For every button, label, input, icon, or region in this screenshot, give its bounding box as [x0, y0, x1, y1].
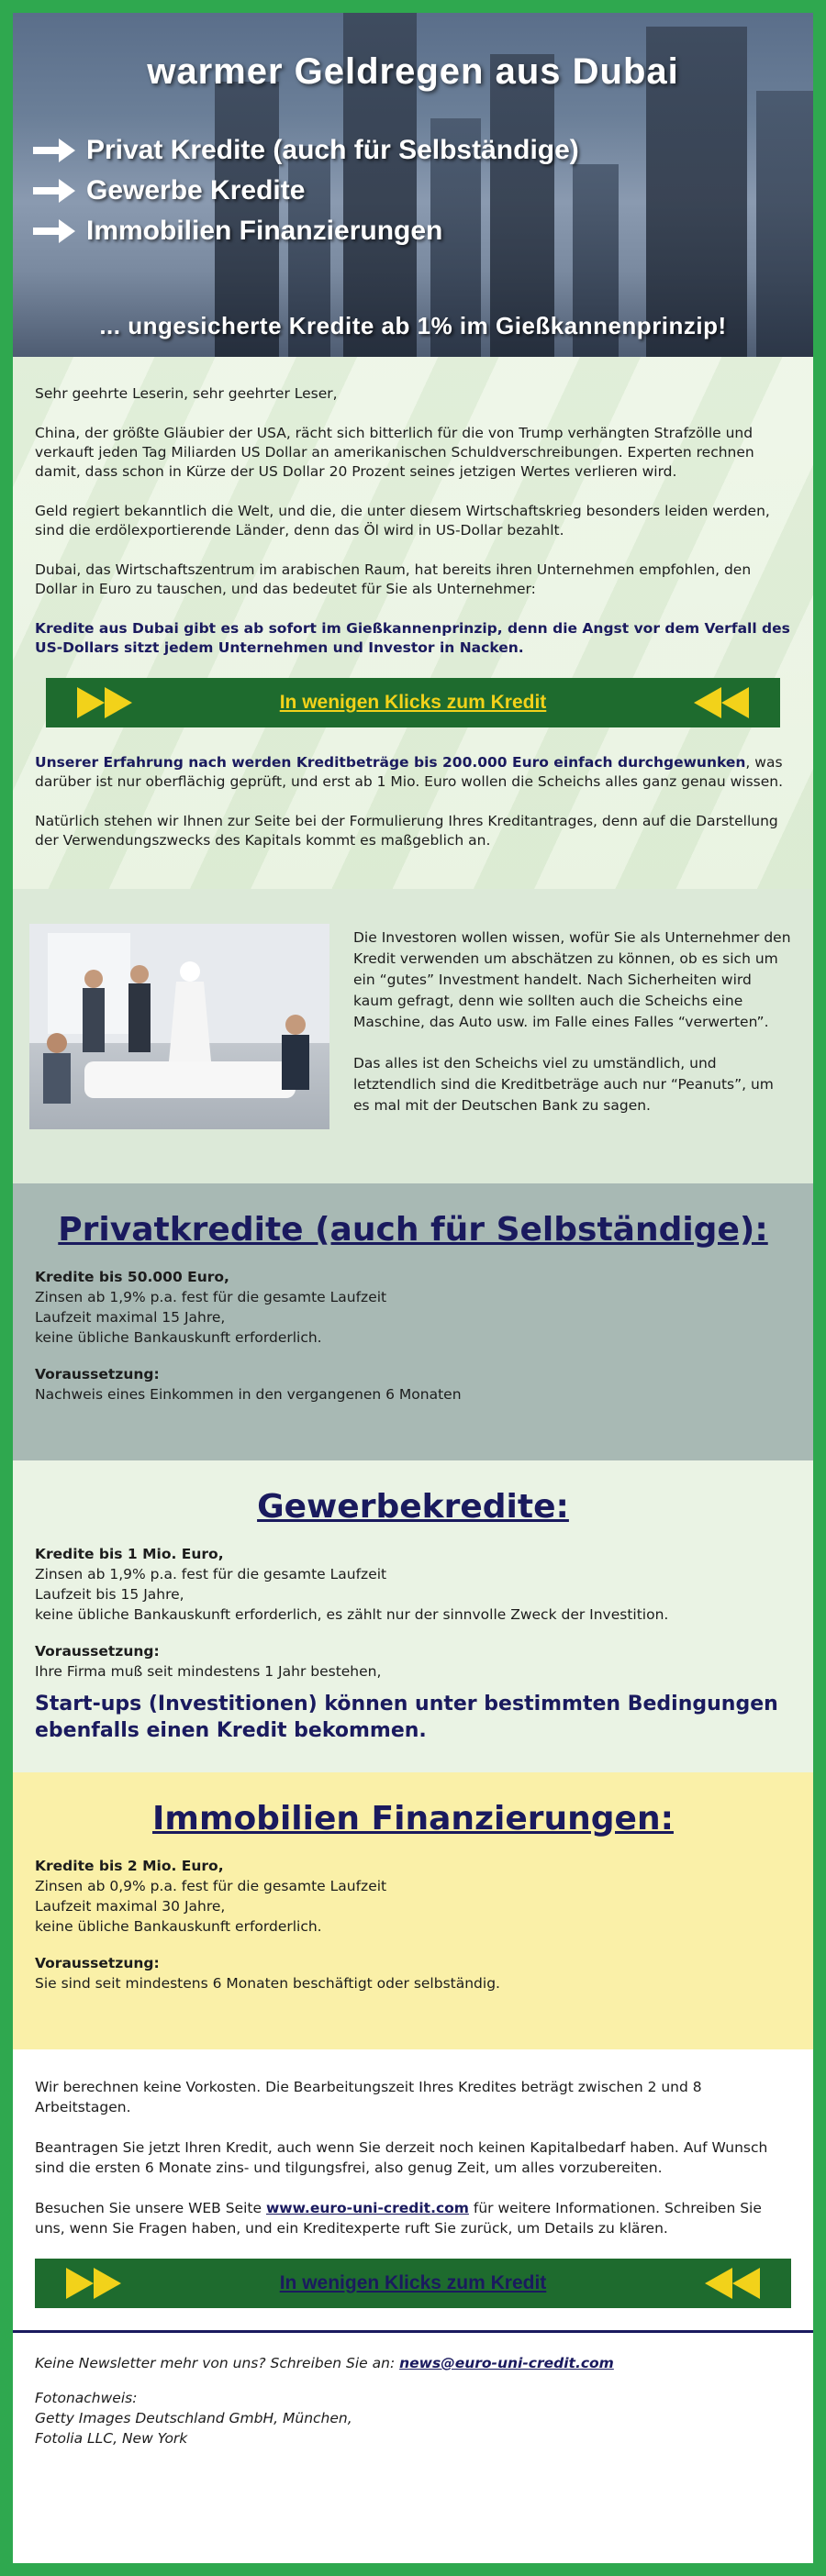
photo-credits	[35, 2388, 791, 2448]
term-line: Zinsen ab 0,9% p.a. fest für die gesamte Laufzeit	[35, 1878, 387, 1894]
experience-rest: , was darüber ist nur oberflächig geprüft, und erst ab 1 Mio. Euro wollen die Scheichs alles ganz genau wissen.	[35, 754, 784, 790]
intro-highlight: Kredite aus Dubai gibt es ab sofort im Gießkannenprinzip, denn die Angst vor dem Verfall des US-Dollars sitzt jedem Unternehmen und Investor in Nacken.	[35, 620, 790, 656]
investor-text	[353, 924, 794, 1149]
arrow-right-icon	[33, 139, 75, 162]
cta-banner[interactable]	[35, 2259, 791, 2308]
hero-banner	[13, 13, 813, 357]
experience-paragraph	[35, 753, 791, 792]
cta-banner[interactable]	[46, 678, 780, 727]
unsubscribe-line	[35, 2353, 791, 2373]
arrow-right-icon	[33, 219, 75, 243]
credit-line: Fotolia LLC, New York	[35, 2430, 188, 2447]
double-arrow-right-icon	[66, 2268, 121, 2299]
hero-title: warmer Geldregen aus Dubai	[147, 51, 679, 92]
intro-paragraph: Dubai, das Wirtschaftszentrum im arabischen Raum, hat bereits ihren Unternehmen empfohlen, den Dollar in Euro zu tauschen, und das bedeutet für Sie als Unternehmer:	[35, 561, 752, 597]
gewerbekredite-title: Gewerbekredite:	[257, 1488, 569, 1526]
immobilien-terms	[35, 1856, 791, 1937]
closing-section	[13, 2049, 813, 2308]
requirement-text: Sie sind seit mindestens 6 Monaten beschäftigt oder selbständig.	[35, 1975, 500, 1992]
footer	[13, 2333, 813, 2469]
investor-paragraph: Die Investoren wollen wissen, wofür Sie als Unternehmer den Kredit verwenden um abschätzen zu können, ob es sich um ein “gutes” Investment handelt. Nach Sicherheiten wird kaum gefragt, denn wie sollten auch die Scheichs eine Maschine, das Auto usw. im Falle eines Falles “verwerten”.	[353, 929, 791, 1030]
privatkredite-requirement	[35, 1364, 791, 1405]
term-line: Laufzeit maximal 30 Jahre,	[35, 1898, 226, 1915]
website-link[interactable]: www.euro-uni-credit.com	[265, 2200, 469, 2216]
investor-section	[13, 889, 813, 1183]
term-line: keine übliche Bankauskunft erforderlich.	[35, 1329, 322, 1346]
term-line: Laufzeit maximal 15 Jahre,	[35, 1309, 226, 1326]
hero-item-label: Gewerbe Kredite	[86, 175, 306, 205]
hero-item	[33, 211, 579, 251]
requirement-label: Voraussetzung:	[35, 1366, 160, 1382]
term-line: Kredite bis 1 Mio. Euro,	[35, 1546, 224, 1562]
gewerbekredite-requirement	[35, 1641, 791, 1682]
greeting: Sehr geehrte Leserin, sehr geehrter Leser,	[35, 385, 338, 402]
credit-line: Getty Images Deutschland GmbH, München,	[35, 2410, 352, 2426]
closing-paragraph: Beantragen Sie jetzt Ihren Kredit, auch wenn Sie derzeit noch keinen Kapitalbedarf haben. Auf Wunsch sind die ersten 6 Monate zins- und tilgungsfrei, also genug Zeit, um alles vorzubereiten.	[35, 2139, 768, 2176]
experience-bold: Unserer Erfahrung nach werden Kreditbeträge bis 200.000 Euro einfach durchgewunken	[35, 754, 746, 771]
hero-item-label: Privat Kredite (auch für Selbständige)	[86, 135, 579, 165]
term-line: keine übliche Bankauskunft erforderlich, es zählt nur der sinnvolle Zweck der Investition.	[35, 1606, 669, 1623]
intro-section	[13, 357, 813, 889]
intro-paragraph: China, der größte Gläubier der USA, rächt sich bitterlich für die von Trump verhängten Strafzölle und verkauft jeden Tag Miliarden US Dollar an amerikanischen Schuldverschreibungen. Experten rechnen damit, dass schon in Kürze der US Dollar 20 Prozent seines jetzigen Wertes verlieren wird.	[35, 425, 754, 480]
unsubscribe-email-link[interactable]: news@euro-uni-credit.com	[399, 2355, 614, 2371]
gewerbekredite-terms	[35, 1544, 791, 1625]
arrow-right-icon	[33, 179, 75, 203]
privatkredite-terms	[35, 1267, 791, 1348]
requirement-label: Voraussetzung:	[35, 1955, 160, 1971]
closing-text: Besuchen Sie unsere WEB Seite	[35, 2200, 266, 2216]
requirement-label: Voraussetzung:	[35, 1643, 160, 1660]
intro-paragraph: Geld regiert bekanntlich die Welt, und die, die unter diesem Wirtschaftskrieg besonders leiden werden, sind die erdölexportierende Länder, denn das Öl wird in US-Dollar bezahlt.	[35, 503, 770, 539]
term-line: keine übliche Bankauskunft erforderlich.	[35, 1918, 322, 1935]
closing-text: für weitere Informationen. Schreiben Sie uns, wenn Sie Fragen haben, und ein Kreditexperte ruft Sie zurück, um Details zu klären.	[35, 2200, 762, 2237]
privatkredite-section	[13, 1183, 813, 1460]
hero-list	[33, 130, 579, 251]
business-meeting-photo	[29, 924, 329, 1129]
hero-tagline: ... ungesicherte Kredite ab 1% im Gießkannenprinzip!	[99, 312, 727, 339]
investor-paragraph: Das alles ist den Scheichs viel zu umständlich, und letztendlich sind die Kreditbeträge auch nur “Peanuts”, um es mal mit der Deutschen Bank zu sagen.	[353, 1055, 774, 1114]
term-line: Kredite bis 2 Mio. Euro,	[35, 1858, 224, 1874]
term-line: Zinsen ab 1,9% p.a. fest für die gesamte Laufzeit	[35, 1289, 387, 1305]
double-arrow-right-icon	[77, 687, 132, 718]
hero-item	[33, 130, 579, 171]
cta-link[interactable]: In wenigen Klicks zum Kredit	[279, 2272, 547, 2293]
requirement-text: Nachweis eines Einkommen in den vergangenen 6 Monaten	[35, 1386, 462, 1403]
startup-note: Start-ups (Investitionen) können unter bestimmten Bedingungen ebenfalls einen Kredit bekommen.	[35, 1693, 778, 1742]
hero-item-label: Immobilien Finanzierungen	[86, 216, 443, 246]
requirement-text: Ihre Firma muß seit mindestens 1 Jahr bestehen,	[35, 1663, 382, 1680]
term-line: Laufzeit bis 15 Jahre,	[35, 1586, 184, 1603]
hero-item	[33, 171, 579, 211]
newsletter	[13, 13, 813, 2563]
unsubscribe-text: Keine Newsletter mehr von uns? Schreiben Sie an:	[35, 2355, 400, 2371]
immobilien-section	[13, 1772, 813, 2049]
term-line: Kredite bis 50.000 Euro,	[35, 1269, 229, 1285]
term-line: Zinsen ab 1,9% p.a. fest für die gesamte Laufzeit	[35, 1566, 387, 1582]
double-arrow-left-icon	[705, 2268, 760, 2299]
experience-paragraph-2: Natürlich stehen wir Ihnen zur Seite bei der Formulierung Ihres Kreditantrages, denn auf die Darstellung der Verwendungszwecks des Kapitals kommt es maßgeblich an.	[35, 813, 778, 849]
closing-paragraph: Wir berechnen keine Vorkosten. Die Bearbeitungszeit Ihres Kredites beträgt zwischen 2 und 8 Arbeitstagen.	[35, 2079, 702, 2115]
privatkredite-title: Privatkredite (auch für Selbständige):	[58, 1211, 768, 1249]
immobilien-title: Immobilien Finanzierungen:	[152, 1800, 674, 1838]
gewerbekredite-section	[13, 1460, 813, 1772]
double-arrow-left-icon	[694, 687, 749, 718]
credits-label: Fotonachweis:	[35, 2390, 138, 2406]
immobilien-requirement	[35, 1953, 791, 1993]
closing-paragraph	[35, 2198, 791, 2238]
cta-link[interactable]: In wenigen Klicks zum Kredit	[279, 692, 547, 713]
